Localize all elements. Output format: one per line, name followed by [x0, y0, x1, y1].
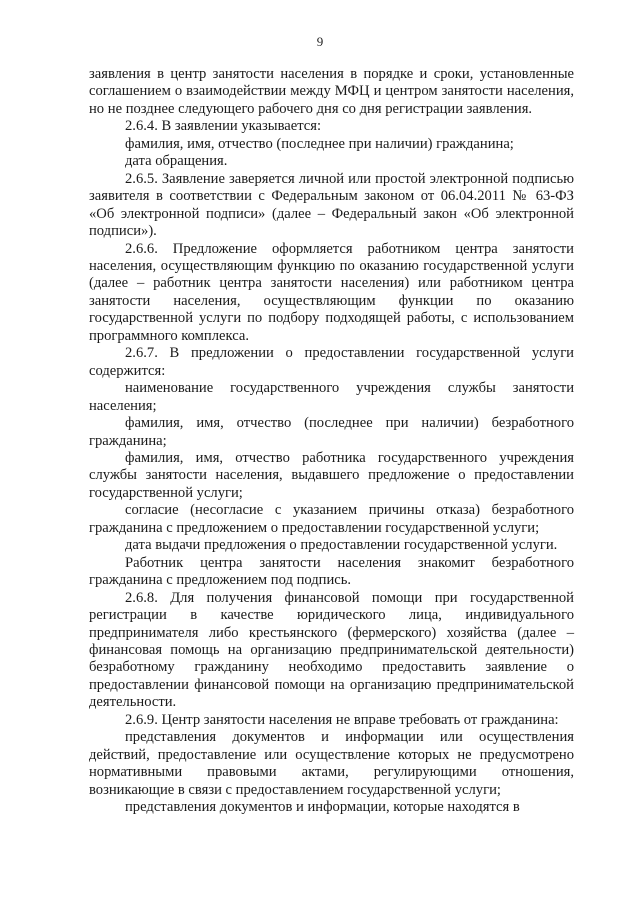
paragraph: фамилия, имя, отчество (последнее при наличии) безработного гражданина;	[89, 415, 574, 449]
paragraph: дата выдачи предложения о предоставлении государственной услуги.	[125, 537, 558, 554]
paragraph: заявления в центр занятости населения в порядке и сроки, установленные соглашением о взаимодействии между МФЦ и центром занятости населения, но не позднее следующего рабочего дня со дня регистрации заявления.	[89, 66, 574, 117]
paragraph: наименование государственного учреждения службы занятости населения;	[89, 380, 574, 414]
paragraph: фамилия, имя, отчество работника государственного учреждения службы занятости населения, выдавшего предложение о предоставлении государственной услуги;	[89, 449, 574, 501]
page-number: 9	[316, 34, 324, 49]
paragraph: представления документов и информации или осуществления действий, предоставление или осуществление которых не предусмотрено нормативными правовыми актами, регулирующими отношения, возникающие в связи с предоставлением государственной услуги;	[89, 729, 574, 798]
paragraph: Работник центра занятости населения знакомит безработного гражданина с предложением под подпись.	[89, 554, 574, 589]
paragraph: 2.6.4. В заявлении указывается:	[125, 118, 322, 135]
paragraph: 2.6.7. В предложении о предоставлении государственной услуги содержится:	[89, 345, 574, 379]
paragraph: 2.6.5. Заявление заверяется личной или простой электронной подписью заявителя в соответствии с Федеральным законом от 06.04.2011 № 63-ФЗ «Об электронной подписи» (далее – Федеральный закон «Об электронной подписи»).	[89, 170, 574, 240]
paragraph: 2.6.6. Предложение оформляется работником центра занятости населения, осуществляющим функцию по оказанию государственной услуги (далее – работник центра занятости населения) или работником центра занятости населения, осуществляющим функции по оказанию государственной услуги по подбору подходящей работы, с использованием программного комплекса.	[89, 240, 574, 344]
paragraph: 2.6.9. Центр занятости населения не вправе требовать от гражданина:	[125, 711, 559, 728]
paragraph: согласие (несогласие с указанием причины отказа) безработного гражданина с предложением о предоставлении государственной услуги;	[89, 502, 574, 536]
paragraph: 2.6.8. Для получения финансовой помощи при государственной регистрации в качестве юридического лица, индивидуального предпринимателя либо крестьянского (фермерского) хозяйства (далее – финансовая помощь на организацию предпринимательской деятельности) безработному гражданину необходимо предоставить заявление о предоставлении финансовой помощи на организацию предпринимательской деятельности.	[89, 589, 574, 711]
document-body	[89, 66, 574, 816]
paragraph: дата обращения.	[125, 153, 228, 170]
paragraph: фамилия, имя, отчество (последнее при наличии) гражданина;	[125, 135, 514, 152]
paragraph: представления документов и информации, которые находятся в	[125, 799, 520, 816]
